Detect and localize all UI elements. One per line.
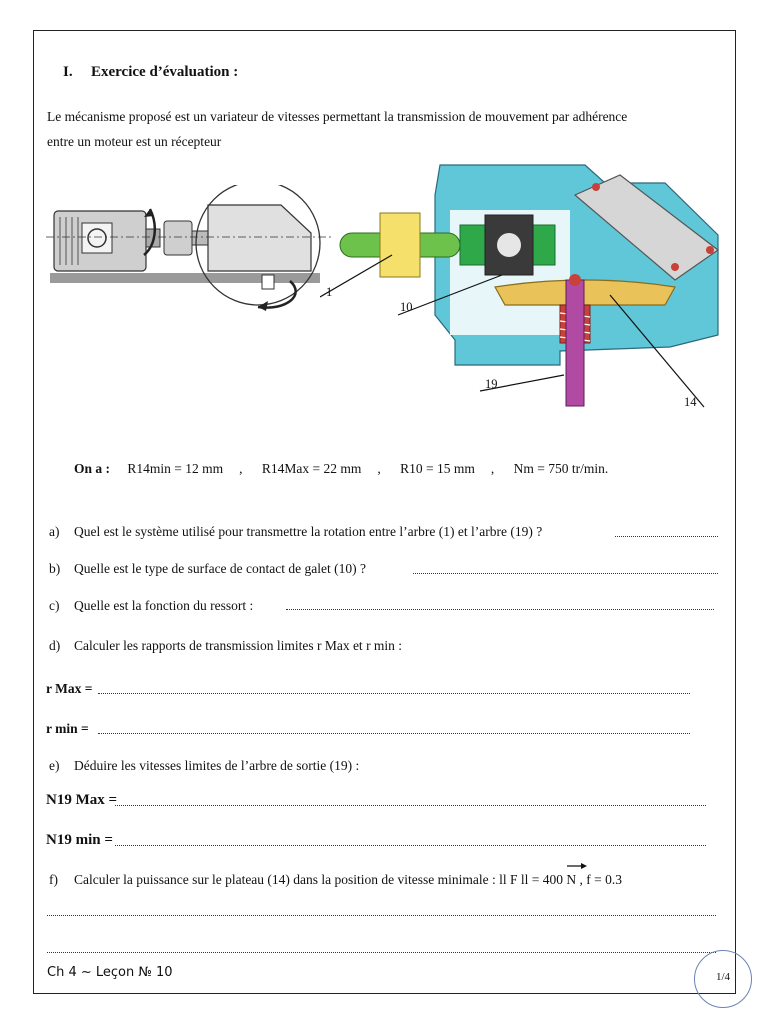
figure-label-1: 1 <box>326 285 333 299</box>
question-a-text: Quel est le système utilisé pour transmettre la rotation entre l’arbre (1) et l’arbre (19) ? <box>74 524 543 539</box>
intro-line-1: Le mécanisme proposé est un variateur de vitesses permettant la transmission de mouvement par adhérence <box>47 109 628 124</box>
answer-n19-min-label: N19 min = <box>46 832 113 848</box>
variator-section-figure <box>320 155 725 413</box>
output-shaft-19 <box>566 280 584 406</box>
given-r10: R10 = 15 mm <box>400 461 475 476</box>
given-r14-min: R14min = 12 mm <box>127 461 224 476</box>
answer-r-min-label: r min = <box>46 721 89 736</box>
title-number: I. <box>63 64 73 80</box>
page-number: 1/4 <box>715 971 731 983</box>
question-b-text: Quelle est le type de surface de contact de galet (10) ? <box>74 561 366 576</box>
figure-label-14: 14 <box>684 395 697 409</box>
base-plate <box>50 273 320 283</box>
given-data: On a : R14min = 12 mm , R14Max = 22 mm , R10 = 15 mm , Nm = 750 tr/min. <box>74 461 609 476</box>
answer-line-r-max[interactable] <box>98 693 690 694</box>
answer-line-f-2[interactable] <box>47 952 716 953</box>
question-b <box>49 561 366 577</box>
answer-line-a[interactable] <box>615 536 718 537</box>
answer-r-max-label: r Max = <box>46 681 93 696</box>
answer-line-c[interactable] <box>286 609 714 610</box>
receiver-housing <box>208 205 311 271</box>
question-c-text: Quelle est la fonction du ressort : <box>74 598 254 613</box>
question-b-letter: b) <box>49 561 61 576</box>
coupling <box>164 221 192 255</box>
answer-line-n19-min[interactable] <box>115 845 706 846</box>
question-c-letter: c) <box>49 598 60 613</box>
question-d-text: Calculer les rapports de transmission limites r Max et r min : <box>74 638 403 653</box>
question-e <box>49 758 359 774</box>
question-a-letter: a) <box>49 524 60 539</box>
question-a <box>49 524 542 540</box>
answer-line-r-min[interactable] <box>98 733 690 734</box>
given-lead: On a : <box>74 461 111 476</box>
answer-n19-max-label: N19 Max = <box>46 792 118 808</box>
answer-line-b[interactable] <box>413 573 718 574</box>
plate-14 <box>495 280 675 305</box>
question-f <box>49 872 622 888</box>
intro-line-2: entre un moteur est un récepteur <box>47 134 222 149</box>
vector-arrow-icon <box>566 861 588 871</box>
question-f-letter: f) <box>49 872 58 887</box>
question-e-letter: e) <box>49 758 60 773</box>
given-r14-max: R14Max = 22 mm <box>261 461 362 476</box>
given-nm: Nm = 750 tr/min. <box>513 461 609 476</box>
figure-label-19: 19 <box>485 377 498 391</box>
page-number-badge <box>694 950 752 1008</box>
motor-terminal-box <box>82 223 112 253</box>
question-d <box>49 638 402 654</box>
question-e-text: Déduire les vitesses limites de l’arbre de sortie (19) : <box>74 758 360 773</box>
question-f-text: Calculer la puissance sur le plateau (14) dans la position de vitesse minimale : ll F ll = 400 N , f = 0.3 <box>74 872 622 887</box>
question-d-letter: d) <box>49 638 61 653</box>
question-c <box>49 598 253 614</box>
answer-line-f-1[interactable] <box>47 915 716 916</box>
figure-label-10: 10 <box>400 300 413 314</box>
footer-lesson: Ch 4 ~ Leçon № 10 <box>47 965 173 980</box>
answer-line-n19-max[interactable] <box>115 805 706 806</box>
title-text: Exercice d’évaluation : <box>91 64 239 80</box>
motor-receiver-figure <box>46 185 336 325</box>
exercise-title <box>63 64 238 81</box>
